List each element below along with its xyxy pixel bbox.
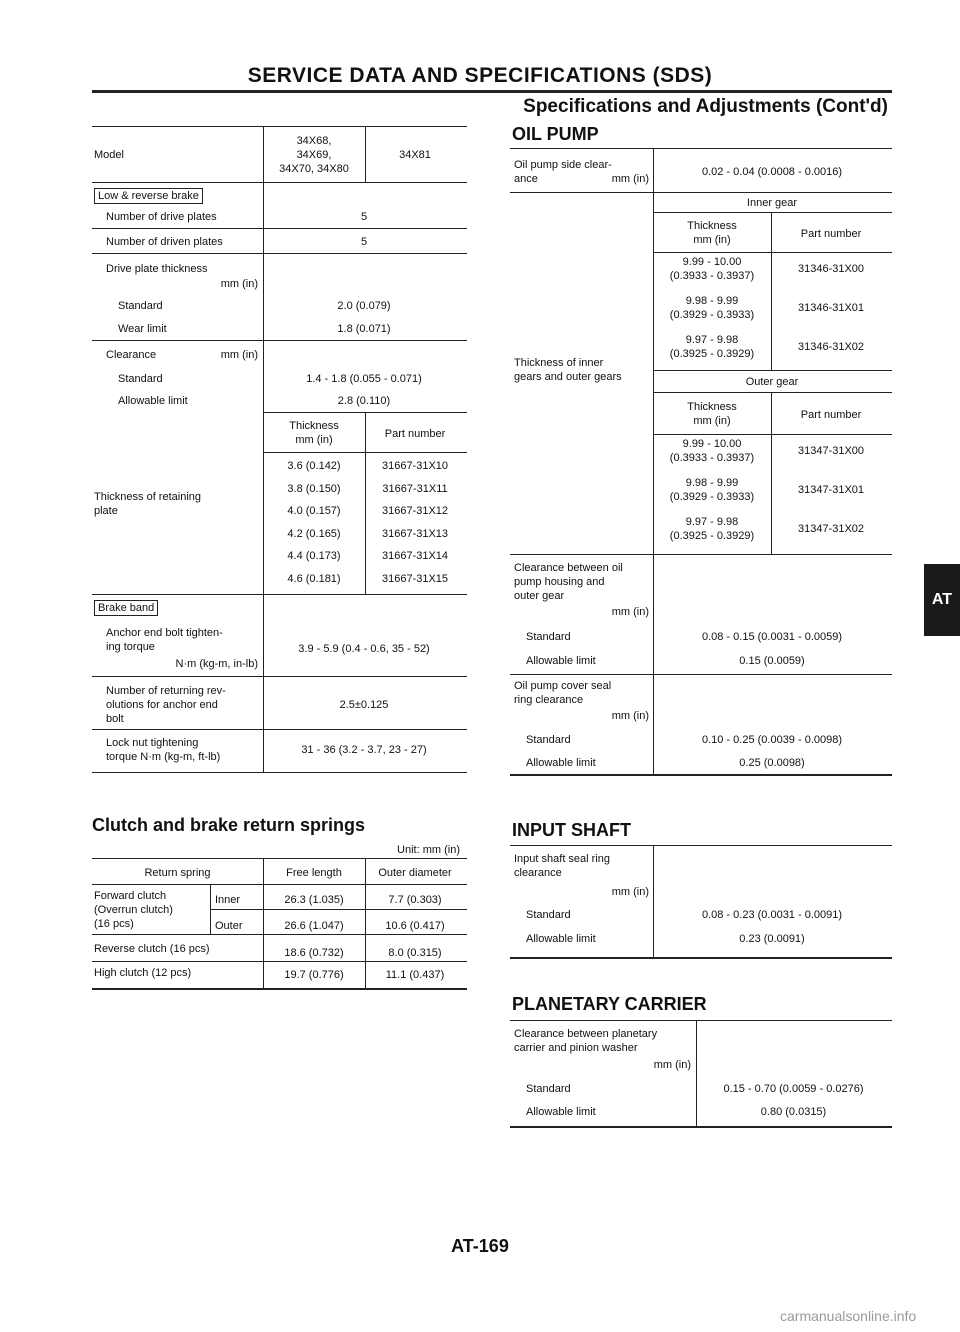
allowable-limit-value: 2.8 (0.110) [337,395,391,407]
planetary-label: Clearance between planetary carrier and pinion washer [514,1028,658,1054]
wear-limit-label: Wear limit [118,323,167,335]
springs-title: Clutch and brake return springs [92,815,366,835]
outer-gear-thickness-cell: 9.99 - 10.00 (0.3933 - 0.3937) [669,438,755,464]
anchor-label: Anchor end bolt tighten- ing torque [106,627,223,653]
input-shaft-limit-value: 0.23 (0.0091) [739,933,805,945]
seal-limit-label: Allowable limit [526,757,596,769]
brake-band-heading: Brake band [94,600,158,616]
planetary-standard-label: Standard [526,1083,571,1095]
inner-gear-part-cell: 31346-31X00 [797,263,865,275]
wear-limit-value: 1.8 (0.071) [337,323,391,335]
retaining-part-cell: 31667-31X13 [381,528,449,540]
inner-label: Inner [215,894,241,906]
model-col1-a: 34X68, [296,135,332,147]
model-col2: 34X81 [399,149,431,161]
drive-thickness-unit: mm (in) [220,278,258,290]
housing-standard-label: Standard [526,631,571,643]
section-tab-at: AT [924,564,960,636]
outer-gear-thickness-cell: 9.98 - 9.99 (0.3929 - 0.3933) [669,477,755,503]
outer-gear-part-cell: 31347-31X02 [797,523,865,535]
drive-thickness-label: Drive plate thickness [106,263,208,275]
clearance-standard-value: 1.4 - 1.8 (0.055 - 0.071) [306,373,422,385]
retaining-part-cell: 31667-31X14 [381,550,449,562]
planetary-limit-label: Allowable limit [526,1106,596,1118]
clearance-label: Clearance [106,349,157,361]
input-shaft-limit-label: Allowable limit [526,933,596,945]
locknut-label: Lock nut tightening torque N·m (kg-m, ft-lb) [106,737,221,763]
planetary-limit-value: 0.80 (0.0315) [760,1106,827,1118]
locknut-value: 31 - 36 (3.2 - 3.7, 23 - 27) [301,744,427,756]
outer-free-length: 26.6 (1.047) [284,920,344,932]
input-shaft-title: INPUT SHAFT [512,820,631,840]
housing-limit-label: Allowable limit [526,655,596,667]
clearance-unit: mm (in) [220,349,258,361]
inner-head-thickness: Thickness mm (in) [687,220,737,246]
seal-clearance-unit: mm (in) [611,710,649,722]
model-col1-c: 34X70, 34X80 [279,163,349,175]
page-title: SERVICE DATA AND SPECIFICATIONS (SDS) [247,64,713,87]
oil-pump-title: OIL PUMP [512,124,599,144]
inner-head-part: Part number [800,228,862,240]
gears-thickness-label: Thickness of inner gears and outer gears [514,357,622,383]
drive-plates-label: Number of drive plates [106,211,217,223]
inner-free-length: 26.3 (1.035) [284,894,344,906]
model-label: Model [94,149,124,161]
springs-unit: Unit: mm (in) [397,844,460,856]
seal-standard-label: Standard [526,734,571,746]
planetary-unit: mm (in) [653,1059,691,1071]
retaining-thickness-cell: 4.4 (0.173) [287,550,341,562]
seal-clearance-label: Oil pump cover seal ring clearance [514,680,612,706]
input-shaft-unit: mm (in) [611,886,649,898]
reverse-clutch-label: Reverse clutch (16 pcs) [94,943,210,955]
side-clearance-value: 0.02 - 0.04 (0.0008 - 0.0016) [701,166,843,178]
planetary-title: PLANETARY CARRIER [512,994,707,1014]
reverse-free-length: 18.6 (0.732) [284,947,344,959]
retaining-head-part: Part number [384,428,446,440]
retaining-thickness-cell: 4.2 (0.165) [287,528,341,540]
retaining-thickness-cell: 3.8 (0.150) [287,483,341,495]
seal-standard-value: 0.10 - 0.25 (0.0039 - 0.0098) [701,734,843,746]
anchor-value: 3.9 - 5.9 (0.4 - 0.6, 35 - 52) [298,643,430,655]
model-col1-b: 34X69, [296,149,332,161]
inner-outer-diameter: 7.7 (0.303) [388,894,442,906]
springs-head-od: Outer diameter [378,867,452,879]
high-clutch-label: High clutch (12 pcs) [94,967,192,979]
retaining-thickness-cell: 3.6 (0.142) [287,460,341,472]
page-number: AT-169 [451,1236,509,1256]
retaining-part-cell: 31667-31X12 [381,505,449,517]
planetary-standard-value: 0.15 - 0.70 (0.0059 - 0.0276) [723,1083,864,1095]
input-shaft-standard-label: Standard [526,909,571,921]
outer-head-part: Part number [800,409,862,421]
standard-label: Standard [118,300,163,312]
outer-gear-part-cell: 31347-31X00 [797,445,865,457]
page-subtitle: Specifications and Adjustments (Cont'd) [523,96,888,117]
housing-standard-value: 0.08 - 0.15 (0.0031 - 0.0059) [701,631,843,643]
outer-head-thickness: Thickness mm (in) [687,401,737,427]
outer-gear-part-cell: 31347-31X01 [797,484,865,496]
retaining-part-cell: 31667-31X11 [382,483,448,495]
returning-value: 2.5±0.125 [339,699,389,711]
input-shaft-label: Input shaft seal ring clearance [514,853,611,879]
watermark: carmanualsonline.info [780,1308,917,1324]
outer-outer-diameter: 10.6 (0.417) [385,920,445,932]
outer-gear-thickness-cell: 9.97 - 9.98 (0.3925 - 0.3929) [669,516,755,542]
inner-gear-thickness-cell: 9.99 - 10.00 (0.3933 - 0.3937) [669,256,755,282]
springs-head-return: Return spring [144,867,211,879]
seal-limit-value: 0.25 (0.0098) [739,757,805,769]
drive-plates-value: 5 [360,211,368,223]
standard-value: 2.0 (0.079) [337,300,391,312]
clearance-standard-label: Standard [118,373,163,385]
inner-gear-part-cell: 31346-31X01 [797,302,865,314]
allowable-limit-label: Allowable limit [118,395,188,407]
driven-plates-value: 5 [360,236,368,248]
retaining-head-thickness: Thickness mm (in) [289,420,339,446]
inner-gear-heading: Inner gear [746,197,798,209]
retaining-label: Thickness of retaining plate [94,491,201,517]
inner-gear-thickness-cell: 9.97 - 9.98 (0.3925 - 0.3929) [669,334,755,360]
housing-limit-value: 0.15 (0.0059) [739,655,805,667]
low-reverse-brake-heading: Low & reverse brake [94,188,203,204]
inner-gear-part-cell: 31346-31X02 [797,341,865,353]
forward-clutch-label: Forward clutch (Overrun clutch) (16 pcs) [94,890,173,930]
springs-head-free: Free length [286,867,342,879]
returning-label: Number of returning rev- olutions for anchor end bolt [106,685,226,725]
retaining-thickness-cell: 4.6 (0.181) [287,573,341,585]
side-clearance-unit: mm (in) [611,173,649,185]
high-free-length: 19.7 (0.776) [284,969,344,981]
housing-clearance-label: Clearance between oil pump housing and outer gear [514,562,623,602]
anchor-unit: N·m (kg-m, in-lb) [175,658,258,670]
driven-plates-label: Number of driven plates [106,236,223,248]
reverse-outer-diameter: 8.0 (0.315) [388,947,442,959]
retaining-part-cell: 31667-31X15 [381,573,449,585]
input-shaft-standard-value: 0.08 - 0.23 (0.0031 - 0.0091) [701,909,843,921]
housing-clearance-unit: mm (in) [611,606,649,618]
retaining-thickness-cell: 4.0 (0.157) [287,505,341,517]
title-rule [92,90,892,93]
side-clearance-label: Oil pump side clear- ance [514,159,612,185]
inner-gear-thickness-cell: 9.98 - 9.99 (0.3929 - 0.3933) [669,295,755,321]
retaining-part-cell: 31667-31X10 [381,460,449,472]
high-outer-diameter: 11.1 (0.437) [385,969,445,981]
outer-label: Outer [215,920,243,932]
outer-gear-heading: Outer gear [745,376,799,388]
